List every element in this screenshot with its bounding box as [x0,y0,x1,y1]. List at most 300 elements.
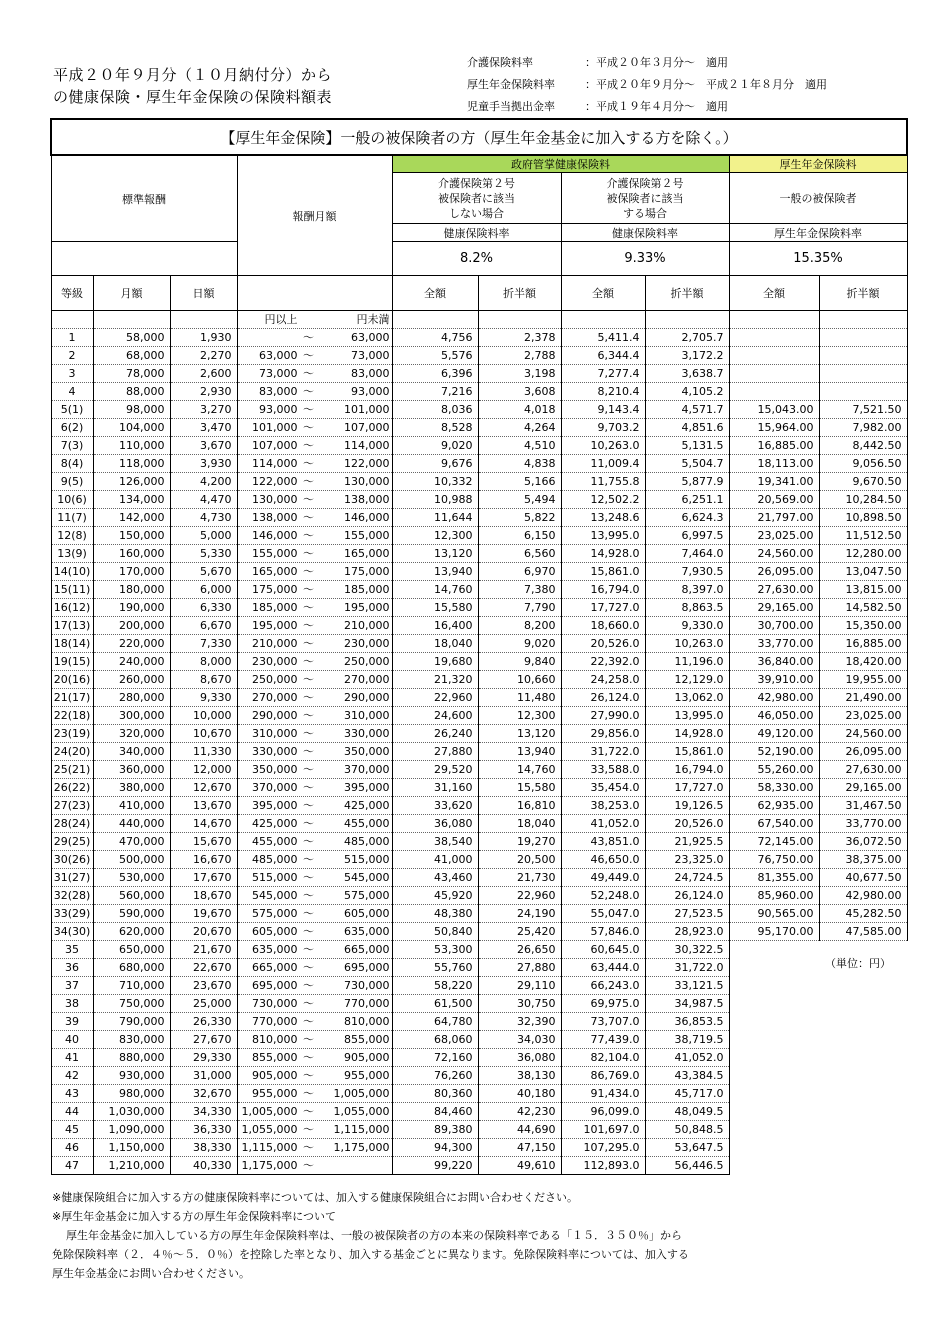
range-to: 63,000 [351,331,390,344]
daily-cell: 4,200 [170,473,237,491]
half-no-care-cell: 13,120 [478,725,561,743]
half-care-cell: 27,523.5 [645,905,729,923]
full-no-care-cell: 19,680 [392,653,478,671]
half-care-cell: 5,131.5 [645,437,729,455]
full-kosei-cell: 24,560.00 [729,545,819,563]
table-row [51,1085,907,1103]
grade-cell: 5(1) [51,401,93,419]
full-care-cell: 55,047.0 [561,905,645,923]
range-to: 1,055,000 [333,1105,390,1118]
full-kosei-cell [729,383,819,401]
half-care-cell: 4,571.7 [645,401,729,419]
full-no-care-cell: 14,760 [392,581,478,599]
half-kosei-cell: 40,677.50 [819,869,907,887]
daily-cell: 14,670 [170,815,237,833]
monthly-cell: 710,000 [93,977,170,995]
table-row [51,941,907,959]
range-from: 130,000 [252,493,298,506]
header-monthly-pay: 報酬月額 [237,155,392,276]
table-row [51,779,907,797]
pay-range-cell [237,1103,392,1121]
full-no-care-cell: 16,400 [392,617,478,635]
table-row [51,1121,907,1139]
half-care-cell: 23,325.0 [645,851,729,869]
range-tilde: ～ [303,331,314,344]
full-care-cell: 63,444.0 [561,959,645,977]
monthly-cell: 590,000 [93,905,170,923]
range-label-spacer [478,311,561,329]
range-tilde: ～ [303,637,314,650]
full-care-cell: 13,248.6 [561,509,645,527]
full-care-cell: 5,411.4 [561,329,645,347]
full-care-cell: 69,975.0 [561,995,645,1013]
half-care-cell: 3,638.7 [645,365,729,383]
range-tilde: ～ [303,565,314,578]
full-no-care-cell: 21,320 [392,671,478,689]
range-to: 370,000 [344,763,390,776]
half-kosei-cell [819,1013,907,1031]
range-tilde: ～ [303,457,314,470]
half-kosei-cell [819,1121,907,1139]
monthly-cell: 560,000 [93,887,170,905]
half-kosei-cell: 36,072.50 [819,833,907,851]
half-kosei-cell: 29,165.00 [819,779,907,797]
rate-value-no-care: 8.2% [392,242,561,276]
monthly-cell: 340,000 [93,743,170,761]
full-care-cell: 26,124.0 [561,689,645,707]
range-tilde: ～ [303,673,314,686]
full-kosei-cell: 18,113.00 [729,455,819,473]
full-care-cell: 77,439.0 [561,1031,645,1049]
half-care-cell: 43,384.5 [645,1067,729,1085]
full-kosei-cell: 55,260.00 [729,761,819,779]
half-no-care-cell: 14,760 [478,761,561,779]
daily-cell: 25,000 [170,995,237,1013]
range-from: 1,055,000 [241,1123,298,1136]
range-from: 146,000 [252,529,298,542]
full-care-cell: 73,707.0 [561,1013,645,1031]
range-to: 770,000 [344,997,390,1010]
header-monthly: 月額 [93,276,170,311]
half-no-care-cell: 4,018 [478,401,561,419]
full-care-cell: 46,650.0 [561,851,645,869]
half-kosei-cell: 47,585.00 [819,923,907,941]
half-no-care-cell: 9,020 [478,635,561,653]
half-care-cell: 7,930.5 [645,563,729,581]
pay-range-cell [237,797,392,815]
full-kosei-cell [729,1013,819,1031]
header-standard-pay-cont [51,242,237,276]
half-no-care-cell: 44,690 [478,1121,561,1139]
range-from: 185,000 [252,601,298,614]
range-from: 330,000 [252,745,298,758]
table-row [51,707,907,725]
full-kosei-cell: 20,569.00 [729,491,819,509]
full-kosei-cell [729,329,819,347]
full-no-care-cell: 58,220 [392,977,478,995]
range-to: 107,000 [344,421,390,434]
pay-range-cell [237,563,392,581]
notes [52,1188,689,1283]
full-care-cell: 9,703.2 [561,419,645,437]
half-kosei-cell: 23,025.00 [819,707,907,725]
grade-cell: 33(29) [51,905,93,923]
header-kenpo-group: 政府管掌健康保険料 [392,155,729,173]
range-from: 63,000 [259,349,298,362]
range-from: 175,000 [252,583,298,596]
grade-cell: 46 [51,1139,93,1157]
range-to: 455,000 [344,817,390,830]
full-no-care-cell: 6,396 [392,365,478,383]
grade-cell: 6(2) [51,419,93,437]
half-no-care-cell: 24,190 [478,905,561,923]
range-from: 1,115,000 [241,1141,298,1154]
half-care-cell: 4,105.2 [645,383,729,401]
daily-cell: 10,000 [170,707,237,725]
range-from: 955,000 [252,1087,298,1100]
half-care-cell: 30,322.5 [645,941,729,959]
grade-cell: 43 [51,1085,93,1103]
range-label-spacer [561,311,645,329]
table-row [51,887,907,905]
monthly-cell: 150,000 [93,527,170,545]
range-tilde: ～ [303,925,314,938]
monthly-cell: 104,000 [93,419,170,437]
pay-range-cell [237,401,392,419]
half-care-cell: 7,464.0 [645,545,729,563]
range-from: 138,000 [252,511,298,524]
full-care-cell: 43,851.0 [561,833,645,851]
half-kosei-cell: 8,442.50 [819,437,907,455]
pay-range-cell [237,365,392,383]
range-from: 1,175,000 [241,1159,298,1172]
pay-range-cell [237,419,392,437]
full-care-cell: 107,295.0 [561,1139,645,1157]
range-from: 770,000 [252,1015,298,1028]
title-line-1: 平成２０年９月分（１０月納付分）から [53,66,333,84]
grade-cell: 3 [51,365,93,383]
half-kosei-cell: 13,047.50 [819,563,907,581]
range-to: 93,000 [351,385,390,398]
range-label-spacer [819,311,907,329]
range-tilde: ～ [303,547,314,560]
pay-range-cell [237,599,392,617]
half-no-care-cell: 6,150 [478,527,561,545]
range-to: 155,000 [344,529,390,542]
full-care-cell: 11,009.4 [561,455,645,473]
table-row [51,761,907,779]
full-no-care-cell: 33,620 [392,797,478,815]
half-kosei-cell: 24,560.00 [819,725,907,743]
full-care-cell: 91,434.0 [561,1085,645,1103]
full-kosei-cell: 27,630.00 [729,581,819,599]
half-no-care-cell: 4,838 [478,455,561,473]
range-to: 575,000 [344,889,390,902]
monthly-cell: 300,000 [93,707,170,725]
full-care-cell: 8,210.4 [561,383,645,401]
pay-range-cell [237,617,392,635]
daily-cell: 13,670 [170,797,237,815]
table-row [51,1031,907,1049]
half-no-care-cell: 7,790 [478,599,561,617]
range-from: 290,000 [252,709,298,722]
range-to: 270,000 [344,673,390,686]
half-kosei-cell: 26,095.00 [819,743,907,761]
note-pension-fund-body-2: 免除保険料率（２．４％～５．０％）を控除した率となり、加入する基金ごとに異なります。免除保険料率については、加入する [52,1248,689,1261]
half-no-care-cell: 32,390 [478,1013,561,1031]
full-no-care-cell: 43,460 [392,869,478,887]
daily-cell: 10,670 [170,725,237,743]
monthly-cell: 200,000 [93,617,170,635]
half-kosei-cell: 16,885.00 [819,635,907,653]
full-care-cell: 52,248.0 [561,887,645,905]
pay-range-cell [237,851,392,869]
half-no-care-cell: 22,960 [478,887,561,905]
half-care-cell: 56,446.5 [645,1157,729,1175]
pay-range-cell [237,1121,392,1139]
range-from: 73,000 [259,367,298,380]
range-tilde: ～ [303,385,314,398]
half-no-care-cell: 3,608 [478,383,561,401]
grade-cell: 32(28) [51,887,93,905]
half-no-care-cell: 30,750 [478,995,561,1013]
half-no-care-cell: 27,880 [478,959,561,977]
full-no-care-cell: 99,220 [392,1157,478,1175]
half-care-cell: 9,330.0 [645,617,729,635]
header-half-care: 折半額 [645,276,729,311]
monthly-cell: 160,000 [93,545,170,563]
half-kosei-cell: 27,630.00 [819,761,907,779]
full-kosei-cell: 21,797.00 [729,509,819,527]
half-no-care-cell: 13,940 [478,743,561,761]
half-no-care-cell: 5,822 [478,509,561,527]
daily-cell: 5,670 [170,563,237,581]
half-kosei-cell: 11,512.50 [819,527,907,545]
full-kosei-cell [729,1085,819,1103]
monthly-cell: 98,000 [93,401,170,419]
half-care-cell: 13,995.0 [645,707,729,725]
pay-range-cell [237,671,392,689]
header-kosei-group: 厚生年金保険料 [729,155,907,173]
premium-table [50,118,908,1175]
daily-cell: 2,930 [170,383,237,401]
half-kosei-cell: 12,280.00 [819,545,907,563]
monthly-cell: 220,000 [93,635,170,653]
full-care-cell: 82,104.0 [561,1049,645,1067]
table-row [51,743,907,761]
half-kosei-cell: 10,898.50 [819,509,907,527]
grade-cell: 41 [51,1049,93,1067]
full-kosei-cell: 58,330.00 [729,779,819,797]
full-kosei-cell [729,1157,819,1175]
daily-cell: 2,600 [170,365,237,383]
half-no-care-cell: 21,730 [478,869,561,887]
pay-range-cell [237,689,392,707]
range-tilde: ～ [303,763,314,776]
full-no-care-cell: 10,988 [392,491,478,509]
full-kosei-cell [729,1103,819,1121]
monthly-cell: 1,090,000 [93,1121,170,1139]
full-no-care-cell: 27,880 [392,743,478,761]
full-no-care-cell: 9,020 [392,437,478,455]
monthly-cell: 190,000 [93,599,170,617]
daily-cell: 26,330 [170,1013,237,1031]
pay-range-cell [237,455,392,473]
range-tilde: ～ [303,961,314,974]
half-no-care-cell: 49,610 [478,1157,561,1175]
daily-cell: 5,330 [170,545,237,563]
half-no-care-cell: 25,420 [478,923,561,941]
full-no-care-cell: 15,580 [392,599,478,617]
range-to: 665,000 [344,943,390,956]
range-tilde: ～ [303,403,314,416]
table-row [51,599,907,617]
half-care-cell: 8,863.5 [645,599,729,617]
range-from: 83,000 [259,385,298,398]
header-case-no-care: 介護保険第２号 被保険者に該当 しない場合 [392,173,561,224]
note-pension-fund-body-1: 厚生年金基金に加入している方の厚生年金保険料率は、一般の被保険者の方の本来の保険料率である「１５．３５０％」から [66,1229,682,1242]
half-care-cell: 36,853.5 [645,1013,729,1031]
daily-cell: 12,000 [170,761,237,779]
full-no-care-cell: 29,520 [392,761,478,779]
half-care-cell: 6,251.1 [645,491,729,509]
half-care-cell: 3,172.2 [645,347,729,365]
header-daily: 日額 [170,276,237,311]
range-from: 695,000 [252,979,298,992]
full-kosei-cell: 19,341.00 [729,473,819,491]
full-no-care-cell: 7,216 [392,383,478,401]
pay-range-cell [237,905,392,923]
half-kosei-cell: 31,467.50 [819,797,907,815]
range-from: 270,000 [252,691,298,704]
half-kosei-cell: 33,770.00 [819,815,907,833]
full-no-care-cell: 10,332 [392,473,478,491]
daily-cell: 40,330 [170,1157,237,1175]
pay-range-cell [237,329,392,347]
monthly-cell: 280,000 [93,689,170,707]
half-no-care-cell: 26,650 [478,941,561,959]
half-care-cell: 31,722.0 [645,959,729,977]
grade-cell: 2 [51,347,93,365]
range-from: 101,000 [252,421,298,434]
range-from: 1,005,000 [241,1105,298,1118]
table-row [51,977,907,995]
daily-cell: 19,670 [170,905,237,923]
grade-cell: 26(22) [51,779,93,797]
range-to: 605,000 [344,907,390,920]
full-no-care-cell: 9,676 [392,455,478,473]
header-rate-label-kosei: 厚生年金保険料率 [729,224,907,242]
half-care-cell: 50,848.5 [645,1121,729,1139]
range-from: 665,000 [252,961,298,974]
range-tilde: ～ [303,799,314,812]
monthly-cell: 980,000 [93,1085,170,1103]
range-label-spacer [170,311,237,329]
table-row [51,1013,907,1031]
half-no-care-cell: 4,264 [478,419,561,437]
pay-range-cell [237,761,392,779]
header-standard-pay: 標準報酬 [51,155,237,242]
header-rate-label-care: 健康保険料率 [561,224,729,242]
table-row [51,833,907,851]
pay-range-cell [237,1139,392,1157]
range-tilde: ～ [303,691,314,704]
range-label-spacer [729,311,819,329]
range-from: 195,000 [252,619,298,632]
daily-cell: 3,470 [170,419,237,437]
range-tilde: ～ [303,871,314,884]
range-to: 230,000 [344,637,390,650]
daily-cell: 21,670 [170,941,237,959]
monthly-cell: 830,000 [93,1031,170,1049]
daily-cell: 9,330 [170,689,237,707]
monthly-cell: 530,000 [93,869,170,887]
full-kosei-cell [729,1139,819,1157]
range-tilde: ～ [303,1033,314,1046]
full-no-care-cell: 22,960 [392,689,478,707]
range-from: 730,000 [252,997,298,1010]
monthly-cell: 1,210,000 [93,1157,170,1175]
monthly-cell: 380,000 [93,779,170,797]
full-no-care-cell: 76,260 [392,1067,478,1085]
half-no-care-cell: 20,500 [478,851,561,869]
grade-cell: 36 [51,959,93,977]
daily-cell: 38,330 [170,1139,237,1157]
monthly-cell: 470,000 [93,833,170,851]
full-kosei-cell: 42,980.00 [729,689,819,707]
full-care-cell: 27,990.0 [561,707,645,725]
range-tilde: ～ [303,1105,314,1118]
full-no-care-cell: 38,540 [392,833,478,851]
grade-cell: 20(16) [51,671,93,689]
table-row [51,347,907,365]
table-row [51,1067,907,1085]
monthly-cell: 118,000 [93,455,170,473]
half-care-cell: 14,928.0 [645,725,729,743]
full-no-care-cell: 11,644 [392,509,478,527]
monthly-cell: 930,000 [93,1067,170,1085]
table-row [51,869,907,887]
daily-cell: 34,330 [170,1103,237,1121]
half-care-cell: 8,397.0 [645,581,729,599]
rate-info-care: 介護保険料率 ：平成２０年３月分～ 適用 [467,56,728,69]
monthly-cell: 126,000 [93,473,170,491]
full-care-cell: 7,277.4 [561,365,645,383]
grade-cell: 42 [51,1067,93,1085]
range-tilde: ～ [303,709,314,722]
monthly-cell: 790,000 [93,1013,170,1031]
header-full-no-care: 全額 [392,276,478,311]
range-tilde: ～ [303,943,314,956]
table-row [51,725,907,743]
pay-range-cell [237,977,392,995]
full-care-cell: 16,794.0 [561,581,645,599]
half-no-care-cell: 38,130 [478,1067,561,1085]
full-no-care-cell: 18,040 [392,635,478,653]
range-to: 350,000 [344,745,390,758]
full-kosei-cell [729,977,819,995]
half-care-cell: 20,526.0 [645,815,729,833]
half-care-cell: 21,925.5 [645,833,729,851]
half-care-cell: 16,794.0 [645,761,729,779]
pay-range-cell [237,1013,392,1031]
monthly-cell: 680,000 [93,959,170,977]
header-rate-label-no-care: 健康保険料率 [392,224,561,242]
range-tilde: ～ [303,907,314,920]
range-to: 310,000 [344,709,390,722]
half-kosei-cell: 10,284.50 [819,491,907,509]
range-from: 455,000 [252,835,298,848]
